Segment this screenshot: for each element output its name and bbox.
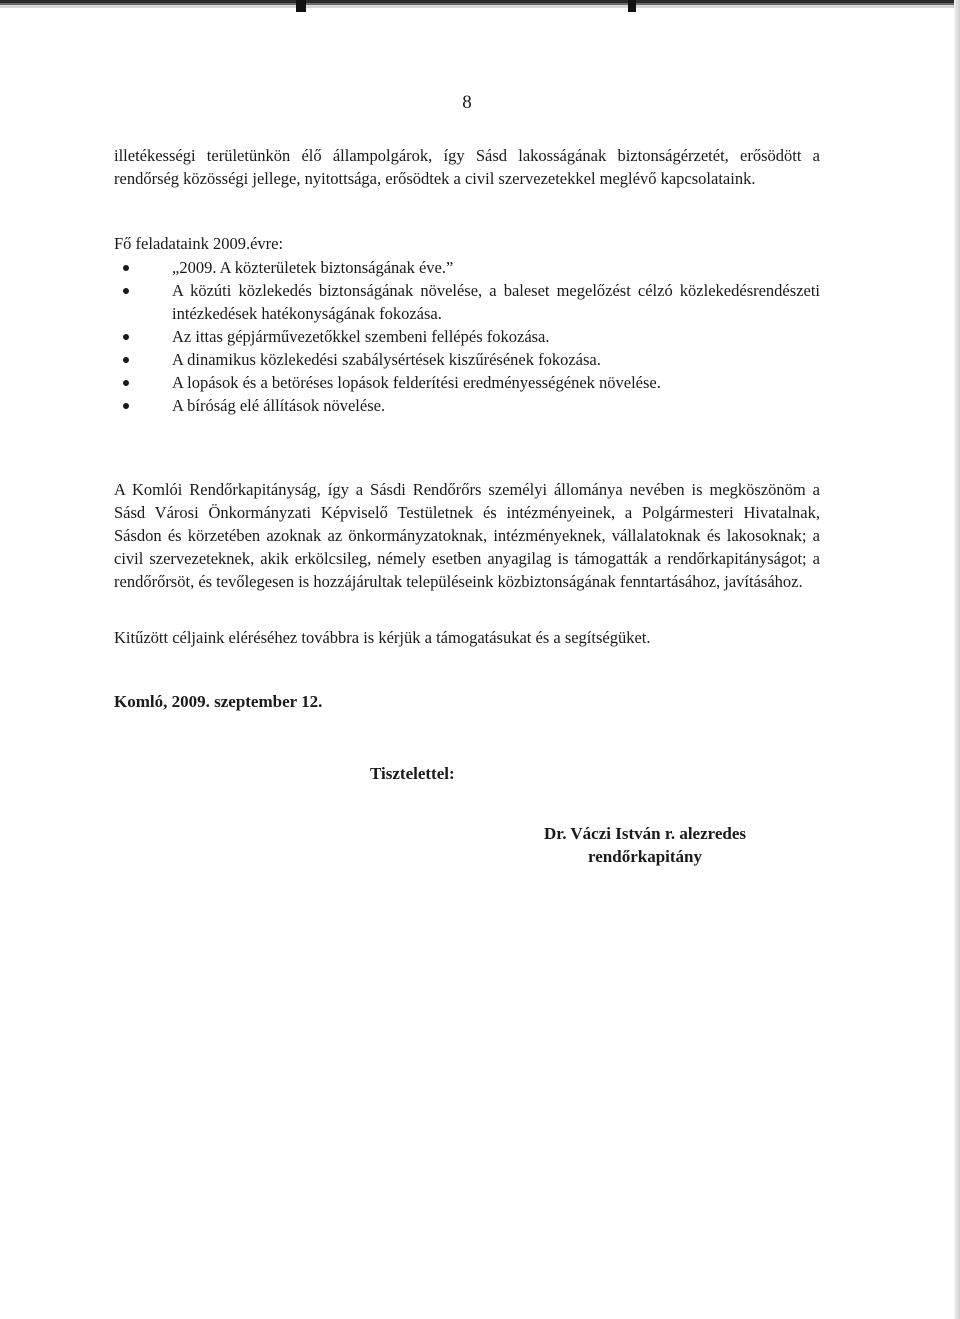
list-item-text: A lopások és a betöréses lopások felderítési eredményességének növelése. <box>172 373 661 392</box>
signature-block <box>500 822 790 868</box>
list-item-text: A bíróság elé állítások növelése. <box>172 396 386 415</box>
list-item-text: Az ittas gépjárművezetőkkel szembeni fellépés fokozása. <box>172 327 550 346</box>
intro-text: illetékességi területünkön élő állampolgárok, így Sásd lakosságának biztonságérzetét, erősödött a rendőrség közösségi jellege, nyitottsága, erősödtek a civil szervezetekkel meglévő kapcsolataink. <box>114 146 820 188</box>
list-item-text: A dinamikus közlekedési szabálysértések kiszűrésének fokozása. <box>172 350 601 369</box>
list-item <box>114 325 820 348</box>
list-item <box>114 348 820 371</box>
page-number: 8 <box>462 92 472 113</box>
list-item <box>114 279 820 325</box>
bullet-icon <box>123 403 129 409</box>
bullet-icon <box>123 265 129 271</box>
greeting: Tisztelettel: <box>370 764 455 783</box>
list-item-text: „2009. A közterületek biztonságának éve.” <box>172 258 454 277</box>
signer-title: rendőrkapitány <box>588 847 702 866</box>
closing-paragraph <box>114 626 820 649</box>
scan-mark <box>628 0 636 12</box>
thanks-text: A Komlói Rendőrkapitányság, így a Sásdi Rendőrőrs személyi állománya nevében is megköszönöm a Sásd Városi Önkormányzati Képviselő Testületnek és intézményeinek, a Polgármesteri Hivatalnak, Sásdon és körzetében azoknak az önkormányzatoknak, intézményeknek, vállalatoknak és lakosoknak; a civil szervezeteknek, akik erkölcsileg, némely esetben anyagilag is támogatták a rendőrkapitányságot; a rendőrőrsöt, és tevőlegesen is hozzájárultak településeink közbiztonságának fenntartásához, javításához. <box>114 480 820 591</box>
list-item <box>114 256 820 279</box>
scan-top-edge <box>0 0 960 8</box>
list-item <box>114 394 820 417</box>
intro-paragraph <box>114 144 820 190</box>
list-item <box>114 371 820 394</box>
date-line: Komló, 2009. szeptember 12. <box>114 692 323 711</box>
thanks-paragraph <box>114 478 820 593</box>
task-list <box>114 256 820 417</box>
bullet-icon <box>123 288 129 294</box>
closing-text: Kitűzött céljaink eléréséhez továbbra is kérjük a támogatásukat és a segítségüket. <box>114 628 651 647</box>
scan-mark <box>296 0 306 12</box>
bullet-icon <box>123 380 129 386</box>
scan-right-edge <box>954 0 960 1319</box>
signer-name: Dr. Váczi István r. alezredes <box>543 824 747 843</box>
list-item-text: A közúti közlekedés biztonságának növelése, a baleset megelőzést célzó közlekedésrendészeti intézkedések hatékonyságának fokozása. <box>172 281 820 323</box>
bullet-icon <box>123 334 129 340</box>
bullet-icon <box>123 357 129 363</box>
tasks-heading: Fő feladataink 2009.évre: <box>114 234 284 253</box>
